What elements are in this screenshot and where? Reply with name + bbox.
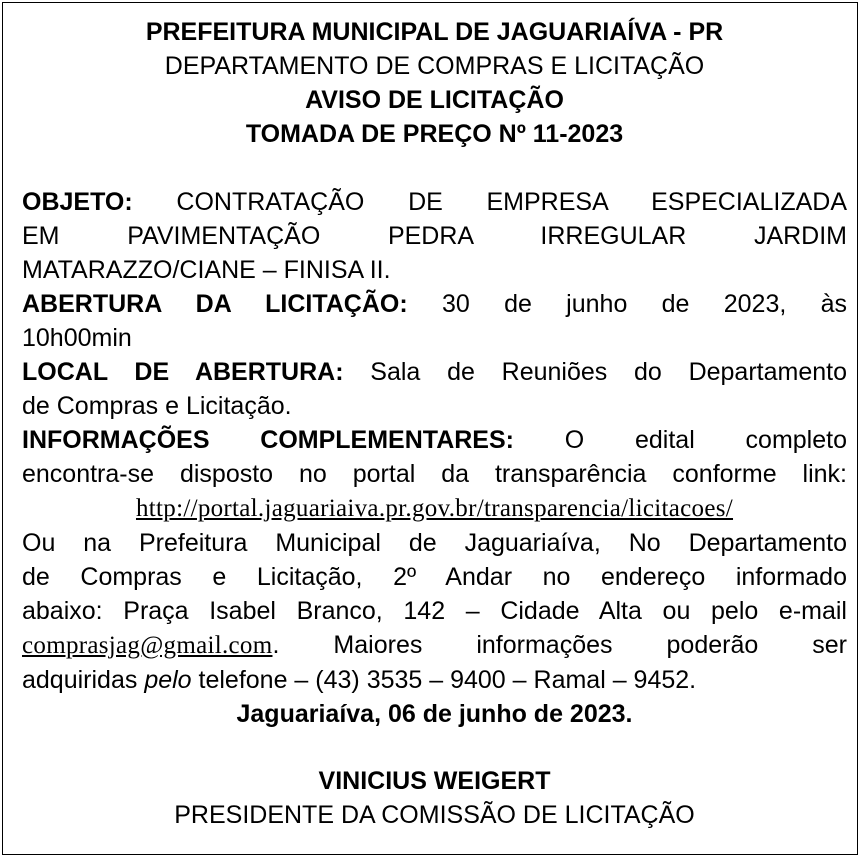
signatory-name: VINICIUS WEIGERT <box>318 767 551 795</box>
objeto-line-1 <box>22 185 847 219</box>
notice-document <box>22 15 847 832</box>
signatory-role: PRESIDENTE DA COMISSÃO DE LICITAÇÃO <box>174 801 695 829</box>
info-line-7 <box>22 663 847 697</box>
local-text-1: Sala de Reuniões do Departamento <box>343 358 847 386</box>
header-tender-number: TOMADA DE PREÇO Nº 11-2023 <box>245 120 624 148</box>
info-text-7-italic: pelo <box>144 666 192 694</box>
info-line-5: abaixo: Praça Isabel Branco, 142 – Cidade Alta ou pelo e-mail <box>22 597 847 625</box>
header-department: DEPARTAMENTO DE COMPRAS E LICITAÇÃO <box>164 52 705 80</box>
email-link[interactable]: comprasjag@gmail.com <box>22 632 273 659</box>
spacer <box>22 151 847 185</box>
info-line-2: encontra-se disposto no portal da transparência conforme link: <box>22 460 847 488</box>
local-line-1 <box>22 355 847 389</box>
info-label: INFORMAÇÕES COMPLEMENTARES: <box>22 426 514 454</box>
abertura-label: ABERTURA DA LICITAÇÃO: <box>22 290 408 318</box>
abertura-text-1: 30 de junho de 2023, às <box>407 290 848 318</box>
objeto-label: OBJETO: <box>22 188 133 216</box>
notice-frame <box>2 2 858 855</box>
info-link-line <box>22 491 847 526</box>
objeto-line-2: EM PAVIMENTAÇÃO PEDRA IRREGULAR JARDIM <box>22 222 847 250</box>
info-line-3: Ou na Prefeitura Municipal de Jaguariaíva, No Departamento <box>22 529 847 557</box>
objeto-line-3: MATARAZZO/CIANE – FINISA II. <box>22 256 391 284</box>
abertura-line-2: 10h00min <box>22 324 132 352</box>
info-text-7b: telefone – (43) 3535 – 9400 – Ramal – 9452. <box>191 666 697 694</box>
transparency-portal-link[interactable]: http://portal.jaguariaiva.pr.gov.br/transparencia/licitacoes/ <box>135 495 734 522</box>
info-text-6: . Maiores informações poderão ser <box>272 631 847 659</box>
header-city: PREFEITURA MUNICIPAL DE JAGUARIAÍVA - PR <box>145 18 724 46</box>
notice-date: Jaguariaíva, 06 de junho de 2023. <box>236 700 633 728</box>
local-line-2: de Compras e Licitação. <box>22 392 292 420</box>
info-line-4: de Compras e Licitação, 2º Andar no endereço informado <box>22 563 847 591</box>
abertura-line-1 <box>22 287 847 321</box>
spacer <box>22 731 847 764</box>
local-label: LOCAL DE ABERTURA: <box>22 358 344 386</box>
info-line-1 <box>22 423 847 457</box>
info-line-6 <box>22 628 847 663</box>
objeto-text-1: CONTRATAÇÃO DE EMPRESA ESPECIALIZADA <box>132 188 847 216</box>
info-text-7a: adquiridas <box>22 666 145 694</box>
info-text-1: O edital completo <box>513 426 847 454</box>
header-notice-title: AVISO DE LICITAÇÃO <box>305 86 564 114</box>
